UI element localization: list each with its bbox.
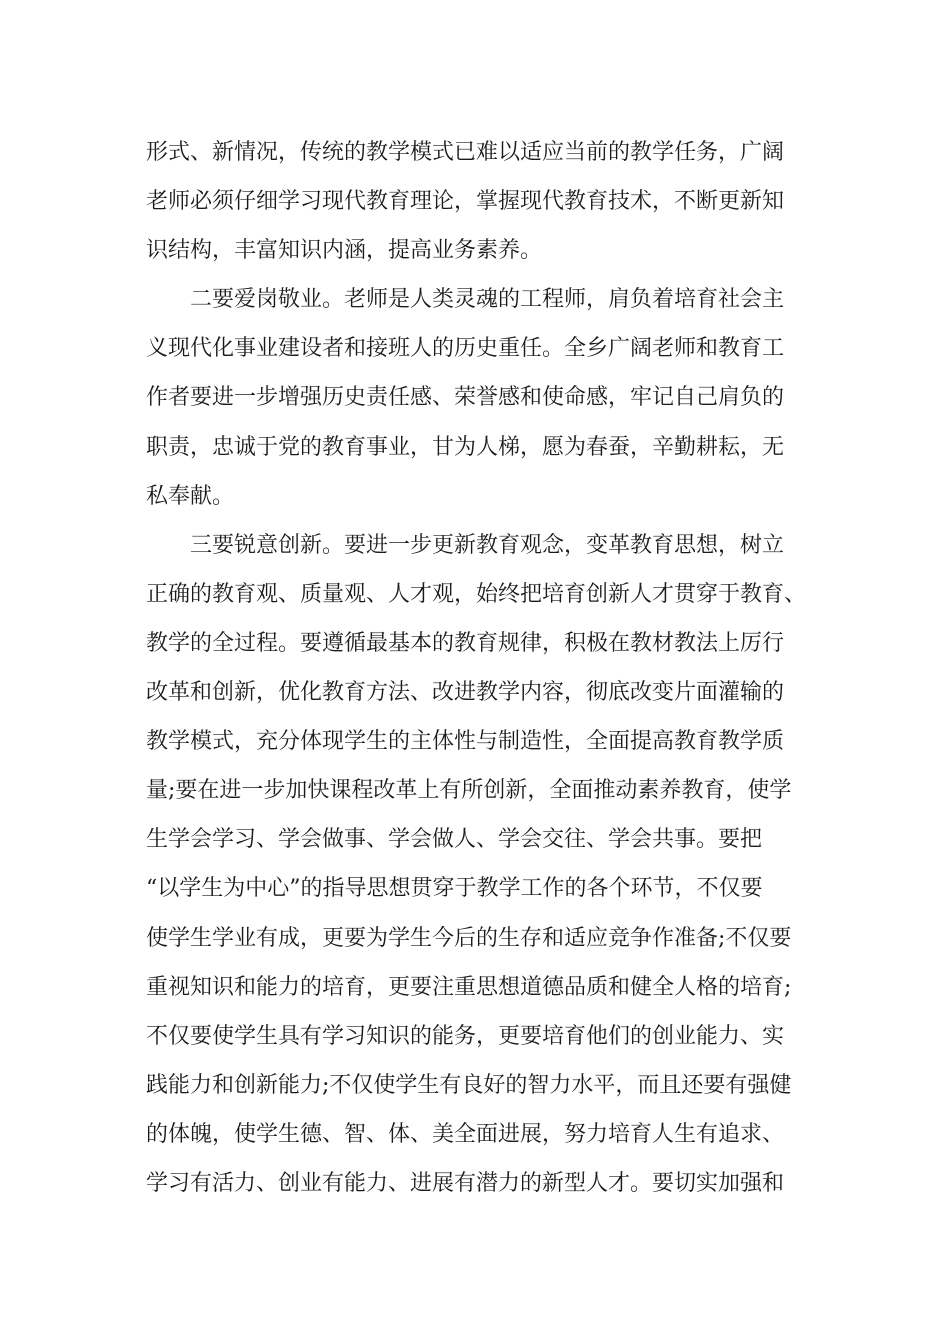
- text-line: 识结构，丰富知识内涵，提高业务素养。: [146, 238, 543, 264]
- text-line: 生学会学习、学会做事、学会做人、学会交往、学会共事。要把: [146, 827, 763, 853]
- text-line: 义现代化事业建设者和接班人的历史重任。全乡广阔老师和教育工: [146, 336, 785, 362]
- text-line: 私奉献。: [146, 483, 235, 509]
- text-line: 老师必须仔细学习现代教育理论，掌握现代教育技术，不断更新知: [146, 189, 785, 215]
- text-line: 改革和创新，优化教育方法、改进教学内容，彻底改变片面灌输的: [146, 680, 785, 706]
- text-line: 作者要进一步增强历史责任感、荣誉感和使命感，牢记自己肩负的: [146, 385, 785, 411]
- text-line: 重视知识和能力的培育，更要注重思想道德品质和健全人格的培育;: [146, 974, 792, 1000]
- text-line: 教学的全过程。要遵循最基本的教育规律，积极在教材教法上厉行: [146, 630, 785, 656]
- text-line: 的体魄，使学生德、智、体、美全面进展，努力培育人生有追求、: [146, 1121, 785, 1147]
- text-line: 形式、新情况，传统的教学模式已难以适应当前的教学任务，广阔: [146, 140, 785, 165]
- text-line: 践能力和创新能力;不仅使学生有良好的智力水平，而且还要有强健: [146, 1072, 792, 1098]
- text-line: 学习有活力、创业有能力、进展有潜力的新型人才。要切实加强和: [146, 1170, 785, 1196]
- text-line: “以学生为中心”的指导思想贯穿于教学工作的各个环节，不仅要: [146, 876, 763, 902]
- text-line: 量;要在进一步加快课程改革上有所创新，全面推动素养教育，使学: [146, 778, 792, 804]
- text-line: 不仅要使学生具有学习知识的能务，更要培育他们的创业能力、实: [146, 1023, 785, 1049]
- text-line: 职责，忠诚于党的教育事业，甘为人梯，愿为春蚕，辛勤耕耘，无: [146, 434, 785, 460]
- text-line: 二要爱岗敬业。老师是人类灵魂的工程师，肩负着培育社会主: [146, 287, 785, 313]
- body-text: [146, 128, 806, 1208]
- text-line: 正确的教育观、质量观、人才观，始终把培育创新人才贯穿于教育、: [146, 581, 806, 607]
- text-line: 三要锐意创新。要进一步更新教育观念，变革教育思想，树立: [146, 532, 785, 558]
- text-line: 使学生学业有成，更要为学生今后的生存和适应竞争作准备;不仅要: [146, 925, 792, 951]
- text-line: 教学模式，充分体现学生的主体性与制造性，全面提高教育教学质: [146, 729, 785, 755]
